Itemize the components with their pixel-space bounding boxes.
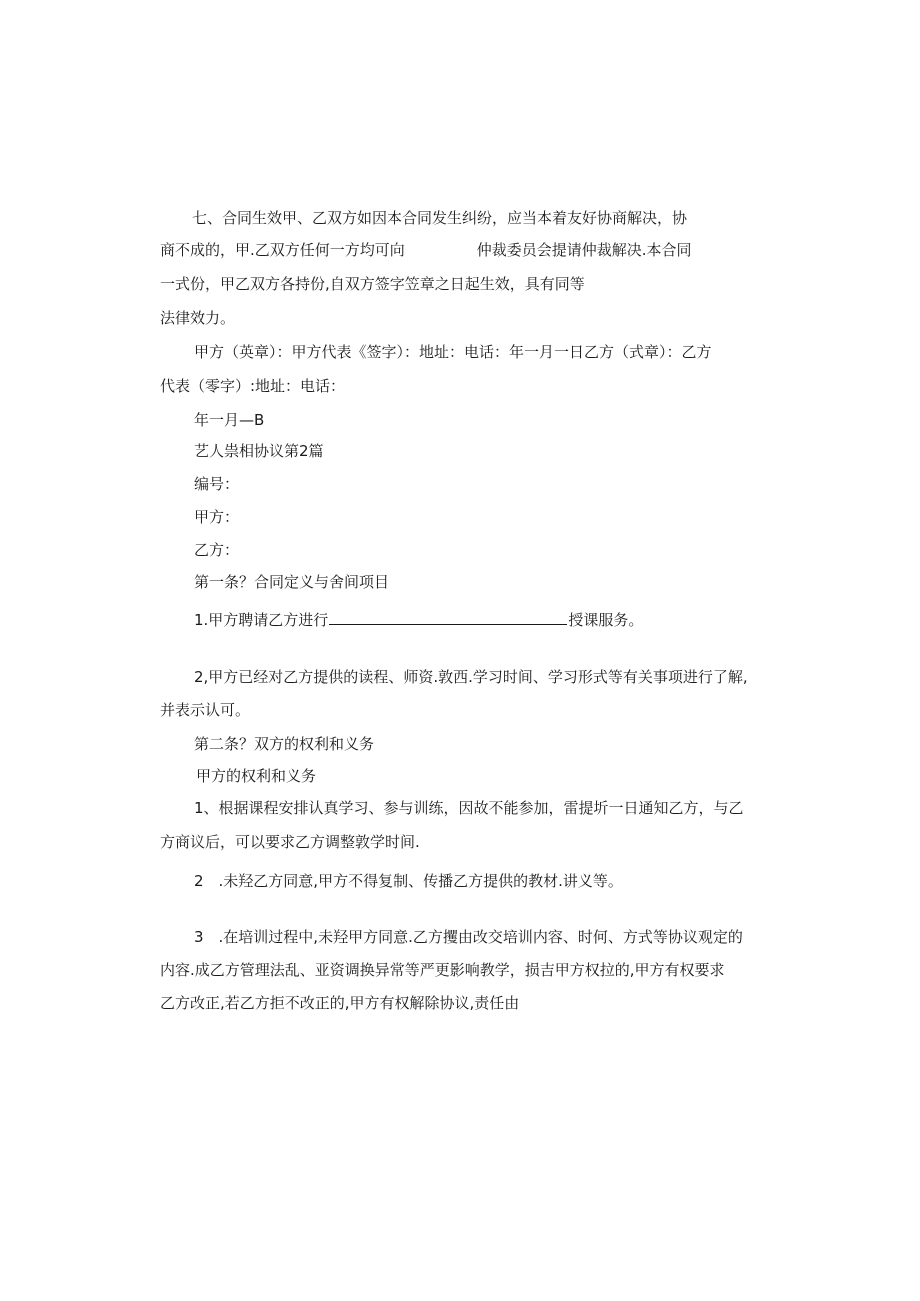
clause7-line2-part2: 仲裁委员会提请仲裁解决.本合同: [476, 241, 692, 259]
rights-heading: 甲方的权利和义务: [196, 767, 317, 785]
party-b-label: 乙方：: [194, 541, 240, 559]
right3-line1: 3 .在培训过程中,未羟甲方同意.乙方攫由改交培训内容、时何、方式等协议观定的: [194, 928, 743, 946]
signature-line1: 甲方（英章）：甲方代表《签字）：地址：电话：年一月一日乙方（式章）：乙方: [194, 343, 712, 361]
item2-line1: 2,甲方已经对乙方提供的读程、师资.敦西.学习时间、学习形式等有关事项进行了解,: [194, 668, 748, 686]
party-a-label: 甲方：: [194, 508, 240, 526]
right1-line1: 1、根据课程安排认真学习、参与训练，因故不能参加，雷提圻一日通知乙方，与乙: [194, 799, 744, 817]
article2-title: 第二条？双方的权利和义务: [194, 735, 375, 753]
clause7-line1: 七、合同生效甲、乙双方如因本合同发生纠纷，应当本着友好协商解决，协: [192, 209, 688, 227]
signature-date: 年一月—B: [194, 411, 265, 429]
clause7-line3: 一式份，甲乙双方各持份,自双方签字笠章之日起生效，具有同等: [160, 275, 585, 293]
item1-text: 1.甲方聘请乙方进行: [194, 611, 329, 629]
item1: [194, 610, 643, 630]
right3-line3: 乙方改正,若乙方拒不改正的,甲方有权解除协议,责任由: [160, 994, 520, 1012]
item2-line2: 并表示认可。: [160, 701, 251, 719]
clause7-line4: 法律效力。: [160, 309, 236, 327]
signature-line2: 代表（零字）:地址：电话：: [160, 377, 346, 395]
item1-blank-line: [329, 610, 567, 625]
right1-line2: 方商议后，可以要求乙方调整敦学时间.: [160, 833, 420, 851]
right3-line2: 内容.成乙方管理法乱、亚资调换异常等严更影响教学，损吉甲方权拉的,甲方有权要求: [160, 961, 725, 979]
item1-suffix: 授课服务。: [568, 611, 644, 629]
number-label: 编号：: [194, 475, 240, 493]
agreement-title: 艺人祟相协议第2篇: [194, 442, 324, 460]
right2: 2 .未羟乙方同意,甲方不得复制、传播乙方提供的教材.讲义等。: [194, 872, 623, 890]
article1-title: 第一条？合同定义与舍间项目: [194, 573, 390, 591]
clause7-line2-part1: 商不成的，甲.乙双方任何一方均可向: [160, 241, 405, 259]
clause7-line2: [160, 240, 692, 260]
